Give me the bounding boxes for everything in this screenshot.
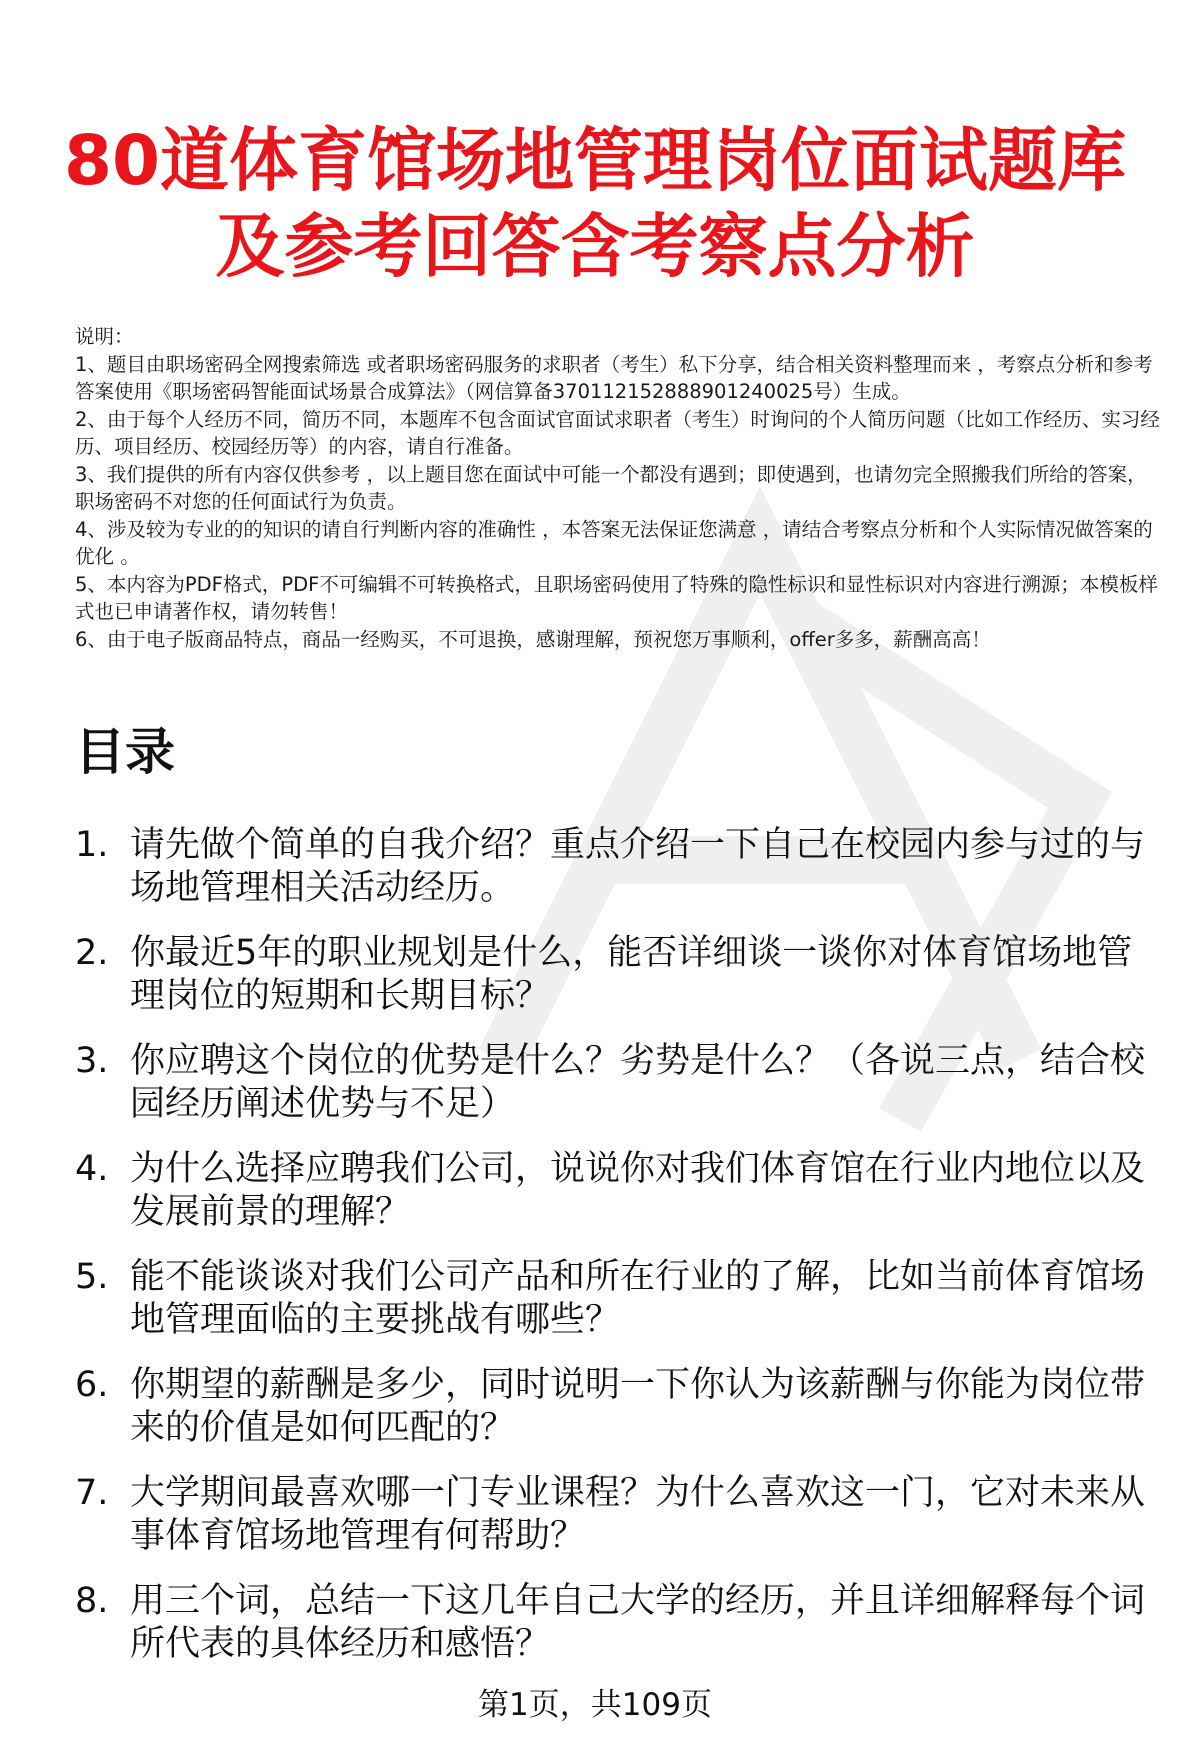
toc-item-number: 5. — [75, 1257, 109, 1297]
page-number-footer: 第1页，共109页 — [478, 1687, 712, 1723]
toc-item-number: 4. — [75, 1149, 109, 1189]
toc-item-number: 1. — [75, 825, 109, 865]
toc-item[interactable] — [75, 1364, 1165, 1450]
toc-item-number: 6. — [75, 1365, 109, 1405]
toc-item-text: 用三个词，总结一下这几年自己大学的经历，并且详细解释每个词所代表的具体经历和感悟？ — [130, 1581, 1146, 1664]
toc-item[interactable] — [75, 1472, 1165, 1558]
toc-item[interactable] — [75, 1148, 1165, 1234]
notes-heading: 说明： — [75, 325, 134, 348]
toc-item-number: 7. — [75, 1473, 109, 1513]
toc-item-text: 请先做个简单的自我介绍？重点介绍一下自己在校园内参与过的与场地管理相关活动经历。 — [130, 825, 1146, 908]
toc-item[interactable] — [75, 1040, 1165, 1126]
note-item: 1、题目由职场密码全网搜索筛选 或者职场密码服务的求职者（考生）私下分享，结合相关资料整理而来 ，考察点分析和参考答案使用《职场密码智能面试场景合成算法》（网信算备370112152888901240025号）生成。 — [75, 352, 1153, 403]
toc-item-text: 你期望的薪酬是多少，同时说明一下你认为该薪酬与你能为岗位带来的价值是如何匹配的？ — [130, 1365, 1146, 1448]
toc-item[interactable] — [75, 1256, 1165, 1342]
toc-item-number: 8. — [75, 1581, 109, 1621]
toc-item-text: 为什么选择应聘我们公司，说说你对我们体育馆在行业内地位以及发展前景的理解？ — [130, 1149, 1146, 1232]
title-line-1: 80道体育馆场地管理岗位面试题库 — [63, 121, 1127, 201]
note-item: 5、本内容为PDF格式，PDF不可编辑不可转换格式，且职场密码使用了特殊的隐性标识和显性标识对内容进行溯源；本模板样式也已申请著作权，请勿转售！ — [75, 572, 1158, 623]
toc-item[interactable] — [75, 1580, 1165, 1666]
note-item: 4、涉及较为专业的的知识的请自行判断内容的准确性 ，本答案无法保证您满意 ，请结合考察点分析和个人实际情况做答案的优化 。 — [75, 517, 1153, 568]
note-item: 6、由于电子版商品特点，商品一经购买，不可退换，感谢理解，预祝您万事顺利，offer多多，薪酬高高！ — [75, 627, 991, 651]
toc-item[interactable] — [75, 932, 1165, 1018]
notes-section — [75, 323, 1165, 653]
toc-heading: 目录 — [75, 723, 175, 781]
toc-item-text: 你应聘这个岗位的优势是什么？劣势是什么？（各说三点，结合校园经历阐述优势与不足） — [130, 1041, 1146, 1124]
note-item: 3、我们提供的所有内容仅供参考 ，以上题目您在面试中可能一个都没有遇到；即使遇到，也请勿完全照搬我们所给的答案，职场密码不对您的任何面试行为负责。 — [75, 462, 1147, 513]
toc-item-text: 你最近5年的职业规划是什么，能否详细谈一谈你对体育馆场地管理岗位的短期和长期目标？ — [130, 933, 1133, 1016]
toc-item-text: 大学期间最喜欢哪一门专业课程？为什么喜欢这一门，它对未来从事体育馆场地管理有何帮助？ — [130, 1473, 1146, 1556]
note-item: 2、由于每个人经历不同，简历不同，本题库不包含面试官面试求职者（考生）时询问的个人简历问题（比如工作经历、实习经历、项目经历、校园经历等）的内容，请自行准备。 — [75, 407, 1160, 458]
title-line-2: 及参考回答含考察点分析 — [215, 207, 975, 287]
toc-item-number: 3. — [75, 1041, 109, 1081]
toc-list — [75, 824, 1165, 1688]
toc-item-text: 能不能谈谈对我们公司产品和所在行业的了解，比如当前体育馆场地管理面临的主要挑战有哪些？ — [130, 1257, 1146, 1340]
toc-item[interactable] — [75, 824, 1165, 910]
toc-item-number: 2. — [75, 933, 109, 973]
document-title — [60, 118, 1130, 290]
